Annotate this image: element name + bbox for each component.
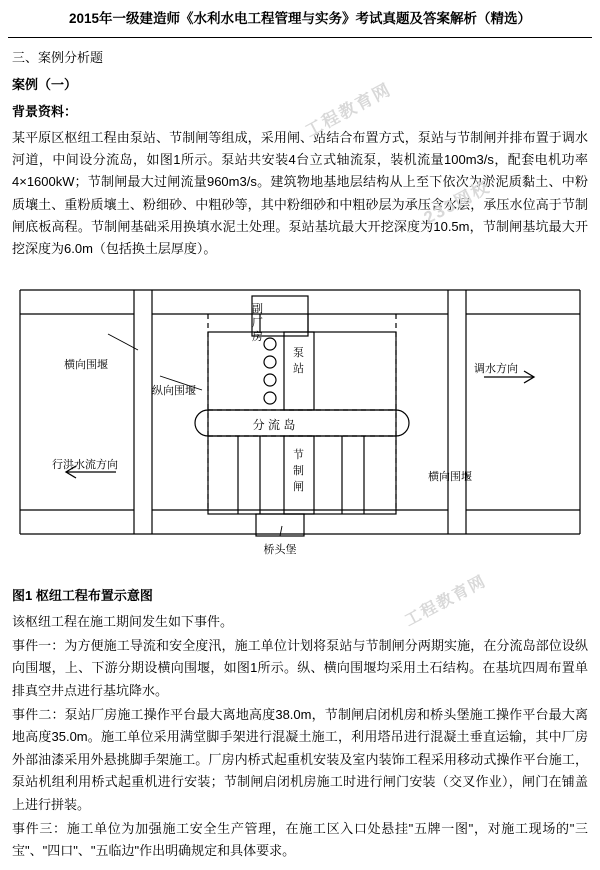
figure-label-pump-station: 泵 (293, 346, 304, 359)
background-label: 背景资料： (12, 104, 78, 120)
figure-label-pump-station-2: 站 (293, 362, 304, 375)
figure-label-bridgehead: 桥头堡 (263, 543, 297, 556)
figure-label-transfer-direction: 调水方向 (474, 362, 518, 375)
section-heading: 三、案例分析题 (12, 50, 104, 66)
figure-label-cofferdam-top: 横向围堰 (64, 358, 108, 371)
figure-label-control-gate-3: 闸 (293, 480, 304, 493)
figure-label-longitudinal-cofferdam: 纵向围堰 (152, 384, 196, 397)
case-heading: 案例（一） (12, 77, 78, 93)
paragraph-event-one: 事件一：为方便施工导流和安全度汛，施工单位计划将泵站与节制闸分两期实施，在分流岛部位设纵向围堰，上、下游分期设横向围堰，如图1所示。纵、横向围堰均采用土石结构。在基坑四周布置单排真空井点进行基坑降水。 (12, 638, 588, 698)
watermark-3: 工程教育网 (402, 572, 490, 630)
watermark-1: 工程教育网 (302, 79, 395, 141)
figure-label-control-gate: 节 (293, 448, 304, 461)
background-paragraph: 某平原区枢纽工程由泵站、节制闸等组成，采用闸、站结合布置方式，泵站与节制闸并排布置于调水河道，中间设分流岛，如图1所示。泵站共安装4台立式轴流泵，装机流量100m3/s，配套电机功率4×1600kW；节制闸最大过闸流量960m3/s。建筑物地基地层结构从上至下依次为淤泥质黏土、中粉质壤土、重粉质壤土、粉细砂、中粗砂等，其中粉细砂和中粗砂层为承压含水层，承压水位高于节制闸底板高程。节制闸基础采用换填水泥土处理。泵站基坑最大开挖深度为10.5m，节制闸基坑最大开挖深度为6.0m（包括换土层厚度）。 (12, 129, 588, 257)
watermark-2: 233网校 (420, 176, 494, 228)
figure-label-cofferdam-bottom: 横向围堰 (428, 470, 472, 483)
figure-label-control-building-2: 厂 (252, 316, 263, 329)
figure-label-flood-direction: 行洪水流方向 (52, 458, 118, 471)
figure-label-island: 分 流 岛 (252, 417, 296, 432)
figure-label-control-gate-2: 制 (293, 464, 304, 477)
paragraph-intro-events: 该枢纽工程在施工期间发生如下事件。 (12, 613, 234, 629)
figure-schematic (12, 272, 588, 577)
page-title: 2015年一级建造师《水利水电工程管理与实务》考试真题及答案解析（精选） (68, 11, 532, 26)
paragraph-event-two: 事件二：泵站厂房施工操作平台最大离地高度38.0m，节制闸启闭机房和桥头堡施工操作平台最大离地高度35.0m。施工单位采用满堂脚手架进行混凝土施工，利用塔吊进行混凝土垂直运输，其中厂房外部油漆采用外悬挑脚手架施工。厂房内桥式起重机安装及室内装饰工程采用移动式操作平台施工，泵站机组利用桥式起重机进行安装；节制闸启闭机房施工时进行闸门安装（交叉作业），闸门在铺盖上进行拼装。 (12, 707, 588, 812)
bottom-spacer (0, 864, 600, 870)
figure-label-control-building: 副 (252, 302, 263, 315)
title-divider (8, 37, 592, 38)
paragraph-event-three: 事件三：施工单位为加强施工安全生产管理，在施工区入口处悬挂"五牌一图"，对施工现场的"三宝"、"四口"、"五临边"作出明确规定和具体要求。 (12, 820, 588, 859)
figure-caption: 图1 枢纽工程布置示意图 (12, 587, 153, 603)
figure-label-control-building-3: 房 (252, 330, 263, 343)
